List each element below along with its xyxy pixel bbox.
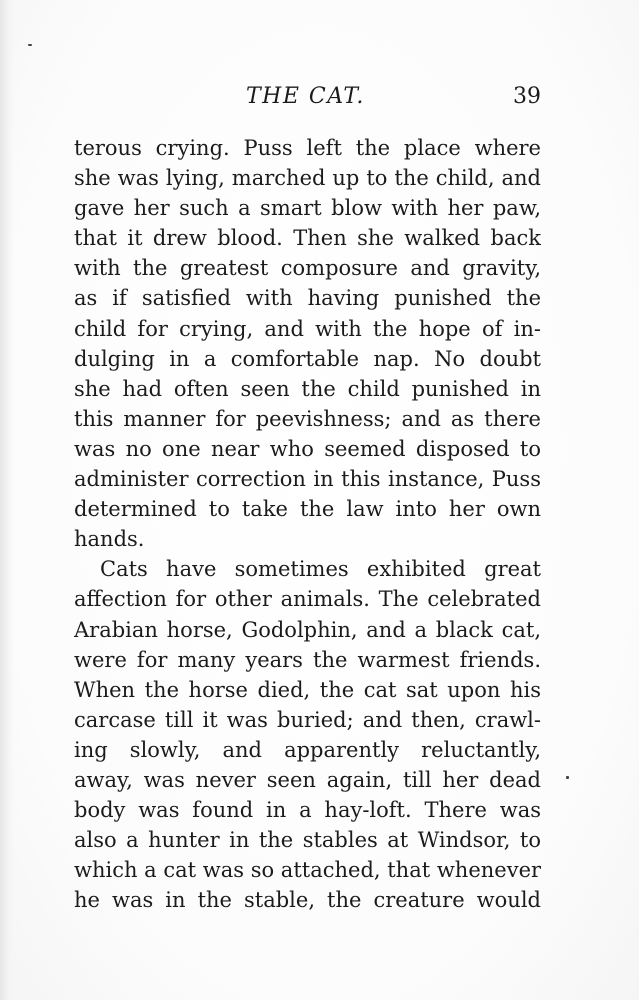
text-line: this manner for peevishness; and as there <box>74 406 541 431</box>
text-line: ing slowly, and apparently reluctantly, <box>74 737 541 762</box>
ink-speck <box>28 44 32 46</box>
text-line: she had often seen the child punished in <box>74 376 541 401</box>
text-line: terous crying. Puss left the place where <box>74 136 541 160</box>
text-line: were for many years the warmest friends. <box>74 647 541 672</box>
text-line: with the greatest composure and gravity, <box>74 256 541 281</box>
ink-speck <box>566 776 569 779</box>
text-line: administer correction in this instance, Puss <box>74 467 541 492</box>
running-title: THE CAT. <box>246 84 365 109</box>
page-header <box>74 84 541 116</box>
page-number: 39 <box>513 84 541 109</box>
text-line: determined to take the law into her own <box>74 497 541 522</box>
text-line: as if satisfied with having punished the <box>74 286 541 311</box>
text-line: body was found in a hay-loft. There was <box>74 798 541 823</box>
text-line: carcase till it was buried; and then, crawl- <box>74 707 541 732</box>
text-line: which a cat was so attached, that whenever <box>74 858 541 883</box>
body-text <box>74 133 541 915</box>
text-line: gave her such a smart blow with her paw, <box>74 196 541 221</box>
text-line: Cats have sometimes exhibited great <box>100 557 541 582</box>
text-line: Arabian horse, Godolphin, and a black cat, <box>74 617 541 642</box>
text-line: child for crying, and with the hope of in- <box>74 316 541 341</box>
text-line: was no one near who seemed disposed to <box>74 436 541 461</box>
binding-shadow <box>0 0 14 1000</box>
text-line: hands. <box>74 527 145 552</box>
text-line: she was lying, marched up to the child, and <box>74 166 541 191</box>
text-line: When the horse died, the cat sat upon his <box>74 677 541 702</box>
text-line: that it drew blood. Then she walked back <box>74 226 541 251</box>
text-line: he was in the stable, the creature would <box>74 888 541 913</box>
text-line: affection for other animals. The celebrated <box>74 587 541 612</box>
text-line: also a hunter in the stables at Windsor, to <box>74 828 541 853</box>
text-line: away, was never seen again, till her dead <box>74 767 541 792</box>
text-line: dulging in a comfortable nap. No doubt <box>74 346 541 371</box>
